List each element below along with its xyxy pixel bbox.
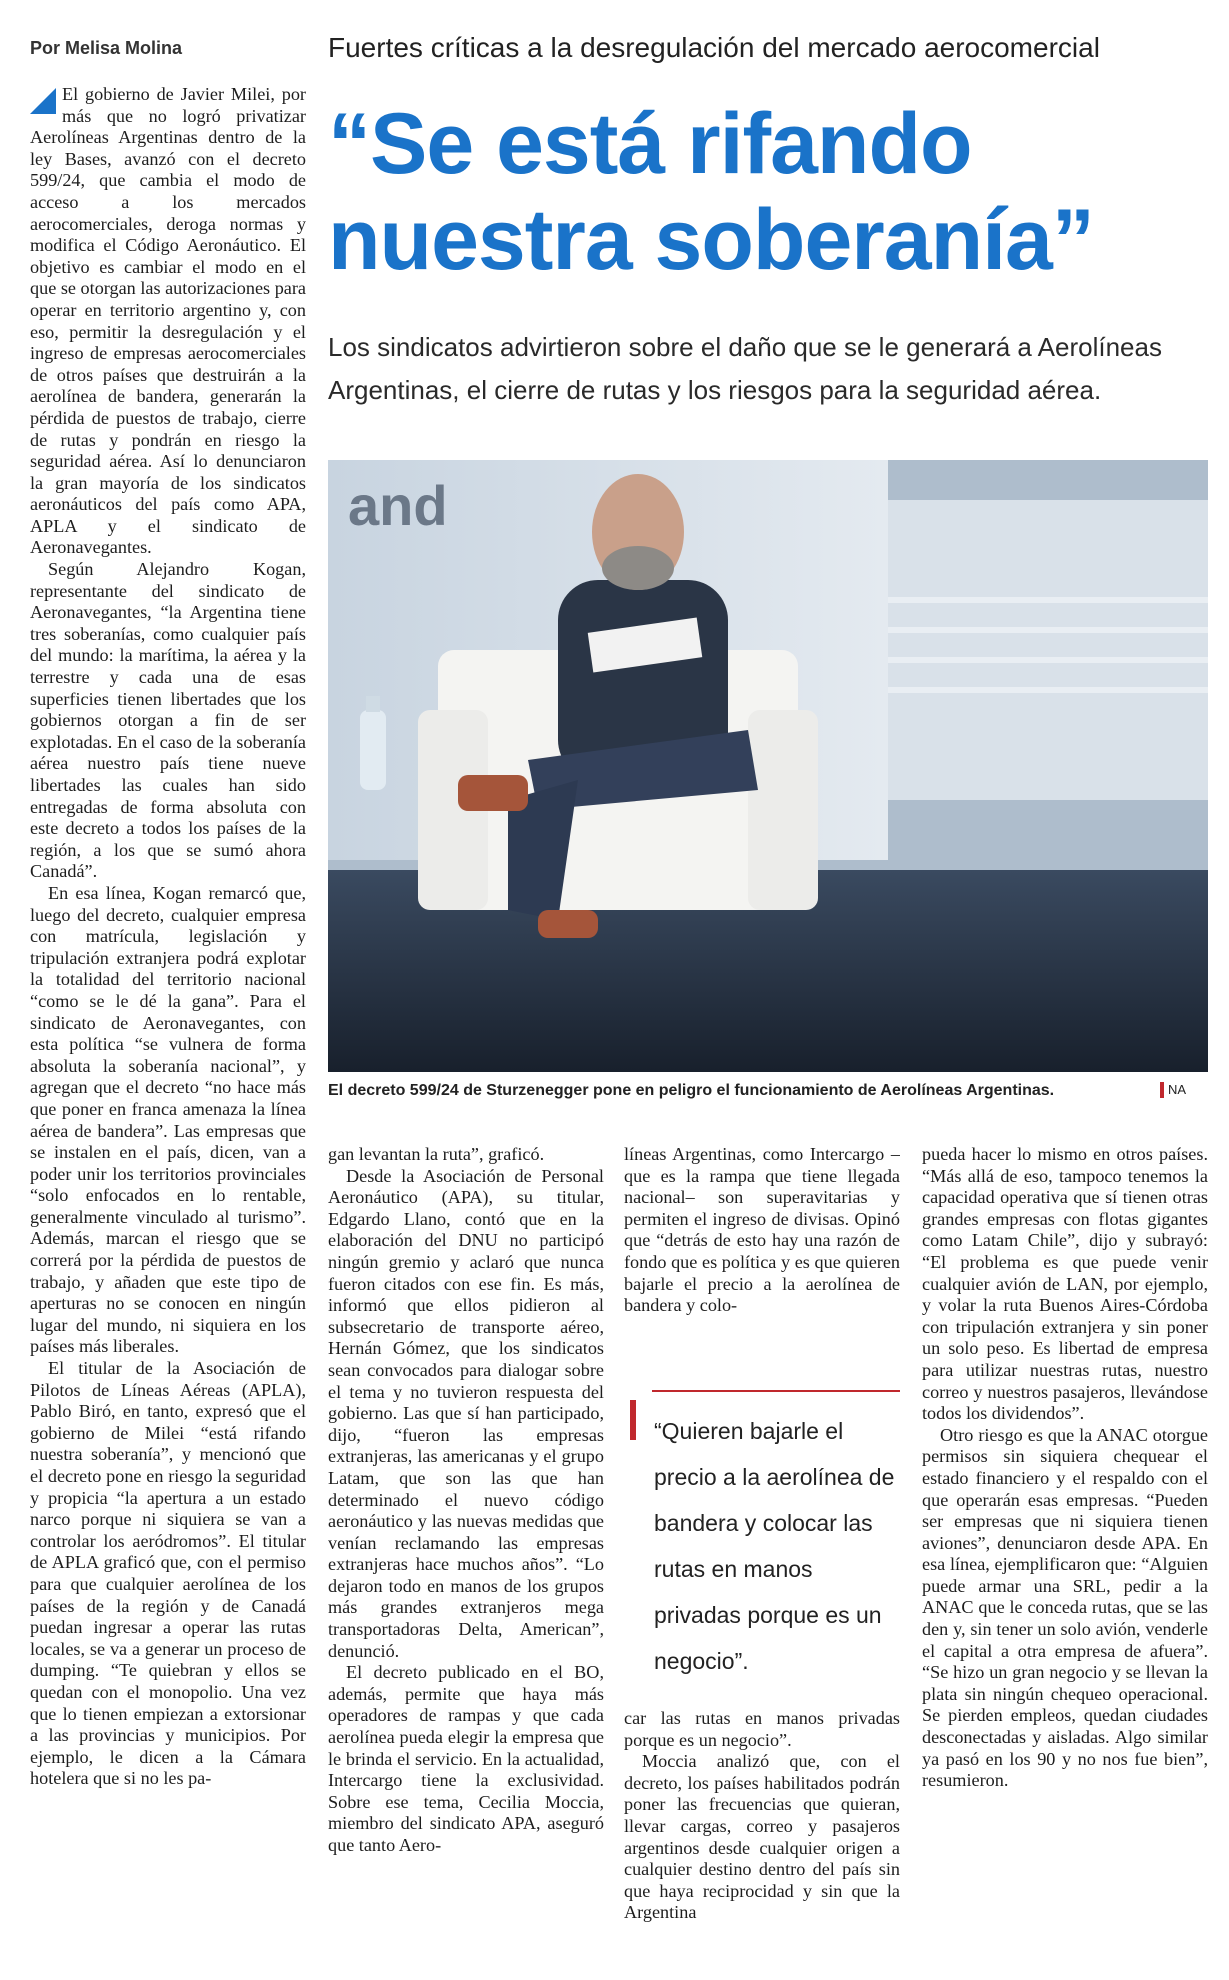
paragraph: Según Alejandro Kogan, representante del sindicato de Aeronavegantes, “la Argentina tiene tres soberanías, como cualquier país del mundo: la marítima, la aérea y la terrestre y cada una de esas superficies tienen libertades que los gobiernos otorgan a fin de ser explotadas. En el caso de la soberanía aérea nuestro país tiene nueve libertades las cuales han sido entregadas de forma absoluta con este decreto a todos los países de la región, a los que se sumó ahora Canadá”. xyxy=(30,559,306,882)
kicker: Fuertes críticas a la desregulación del mercado aerocomercial xyxy=(328,32,1100,63)
paragraph: pueda hacer lo mismo en otros países. “Más allá de eso, tampoco tenemos la capacidad operativa que sí tienen otras grandes empresas con flotas gigantes como Latam Chile”, dijo y subrayó: “El problema es que puede venir cualquier avión de LAN, por ejemplo, y volar la ruta Buenos Aires-Córdoba con tripulación extranjera y sin poner un solo peso. Es libertad de empresa para utilizar nuestras rutas, nuestro correo y nuestros pasajeros, llevándose todos los dividendos”. xyxy=(922,1144,1208,1424)
headline: “Se está rifando nuestra soberanía” xyxy=(328,96,1094,288)
article-column-1 xyxy=(30,84,306,1964)
deck: Los sindicatos advirtieron sobre el daño que se le generará a Aerolíneas Argentinas, el cierre de rutas y los riesgos para la seguridad aérea. xyxy=(328,332,1162,405)
backdrop-text: and xyxy=(348,474,448,537)
paragraph-text: El gobierno de Javier Milei, por más que no logró privatizar Aerolíneas Argentinas dentro de la ley Bases, avanzó con el decreto 599/24, que cambia el modo de acceso a los mercados aerocomerciales, deroga normas y modifica el Código Aeronáutico. El objetivo es cambiar el modo en el que se otorgan las autorizaciones para operar en territorio argentino y, con eso, permitir la desregulación y el ingreso de empresas aerocomerciales de otros países que destruirán a la aerolínea de bandera, generarán la pérdida de puestos de trabajo, cierre de rutas y pondrán en riesgo la seguridad aérea. Así lo denunciaron la gran mayoría de los sindicatos aeronáuticos del país como APA, APLA y el sindicato de Aeronavegantes. xyxy=(30,84,306,558)
paragraph: Moccia analizó que, con el decreto, los países habilitados podrán poner las frecuencias que quieran, llevar cargas, correo y pasajeros argentinos desde cualquier origen a cualquier destino dentro del país sin que haya reciprocidad y sin que la Argentina xyxy=(624,1751,900,1923)
dropcap-triangle-icon xyxy=(30,88,56,114)
paragraph: El titular de la Asociación de Pilotos de Líneas Aéreas (APLA), Pablo Biró, en tanto, expresó que el gobierno de Milei “está rifando nuestra soberanía”, y mencionó que el decreto pone en riesgo la seguridad y propicia “la apertura a un estado narco porque ni siquiera se van a controlar los aeródromos”. El titular de APLA graficó que, con el permiso para que cualquier aerolínea de los países de la región y de Canadá puedan ingresar a operar las rutas locales, se va a generar un proceso de dumping. “Te quiebran y ellos se quedan con el monopolio. Una vez que lo tienen empiezan a extorsionar a las provincias y municipios. Por ejemplo, le dicen a la Cámara hotelera que si no les pa- xyxy=(30,1358,306,1789)
article-column-3-continued xyxy=(624,1708,900,1968)
paragraph: Otro riesgo es que la ANAC otorgue permisos sin siquiera chequear el estado financiero y el respaldo con el que operarán esas empresas. “Pueden ser empresas que ni siquiera tienen aviones”, denunciaron desde APA. En esa línea, ejemplificaron que: “Alguien puede armar una SRL, pedir a la ANAC que le conceda rutas, que se las den y, sin tener un solo avión, venderle el capital a otra empresa de afuera”. “Se hizo un gran negocio y se llevan la plata sin ningún chequeo operacional. Se pierden empleos, quedan ciudades desconectadas y aisladas. Algo similar ya pasó en los 90 y no nos fue bien”, resumieron. xyxy=(922,1424,1208,1791)
photo-caption: El decreto 599/24 de Sturzenegger pone en peligro el funcionamiento de Aerolíneas Argentinas. xyxy=(328,1082,1055,1099)
paragraph: car las rutas en manos privadas porque es un negocio”. xyxy=(624,1708,900,1750)
byline: Por Melisa Molina xyxy=(30,38,183,58)
article-photo xyxy=(328,460,1208,1072)
paragraph: Desde la Asociación de Personal Aeronáutico (APA), su titular, Edgardo Llano, contó que en la elaboración del DNU no participó ningún gremio y aclaró que nunca fueron citados con ese fin. Es más, informó que ellos pidieron al subsecretario de transporte aéreo, Hernán Gómez, que los sindicatos sean convocados para dialogar sobre el tema y no tuvieron respuesta del gobierno. Las que sí han participado, dijo, “fueron las empresas extranjeras, las americanas y el grupo Latam, que son las que han determinado el nuevo código aeronáutico y las nuevas medidas que venían reclamando las empresas extranjeras hace muchos años”. “Lo dejaron todo en manos de los grupos más grandes extranjeros mega transportadoras Delta, American”, denunció. xyxy=(328,1165,604,1661)
pull-quote xyxy=(624,1390,900,1690)
credit-marker xyxy=(1160,1082,1164,1098)
paragraph: gan levantan la ruta”, graficó. xyxy=(328,1144,545,1164)
paragraph: En esa línea, Kogan remarcó que, luego del decreto, cualquier empresa con matrícula, legislación y tripulación extranjera podrá explotar la totalidad del territorio nacional “como se le dé la gana”. Para el sindicato de Aeronavegantes, con esta política “se vulnera de forma absoluta la soberanía nacional”, y agregan que el decreto “no hace más que poner en franca amenaza la línea aérea de bandera”. Las empresas que se instalen en el país, dicen, van a poder unir los territorios provinciales “solo enfocados en lo rentable, generalmente vinculado al turismo”. Además, marcan el riesgo que se correrá por la pérdida de puestos de trabajo, y añaden que este tipo de aperturas no se conocen en ningún lugar del mundo, ni siquiera en los países más liberales. xyxy=(30,882,306,1357)
paragraph: El decreto publicado en el BO, además, permite que haya más operadores de rampas y que cada aerolínea pueda elegir la empresa que le brinda el servicio. En la actualidad, Intercargo tiene la exclusividad. Sobre ese tema, Cecilia Moccia, miembro del sindicato APA, aseguró que tanto Aero- xyxy=(328,1662,604,1855)
pull-quote-bar xyxy=(630,1400,636,1440)
article-column-2 xyxy=(328,1144,604,1964)
pull-quote-text: “Quieren bajarle el precio a la aerolínea de bandera y colocar las rutas en manos privadas porque es un negocio”. xyxy=(654,1418,895,1674)
article-column-4 xyxy=(922,1144,1208,1964)
article-column-3 xyxy=(624,1144,900,1374)
photo-credit: NA xyxy=(1168,1082,1187,1097)
paragraph xyxy=(30,84,306,559)
paragraph: líneas Argentinas, como Intercargo –que es la rampa que tiene llegada nacional– son superavitarias y permiten el ingreso de divisas. Opinó que “detrás de esto hay una razón de fondo que es política y es que quieren bajarle el precio a la aerolínea de bandera y colo- xyxy=(624,1144,900,1316)
photo-illustration xyxy=(328,460,1208,1072)
pull-quote-rule xyxy=(652,1390,900,1392)
